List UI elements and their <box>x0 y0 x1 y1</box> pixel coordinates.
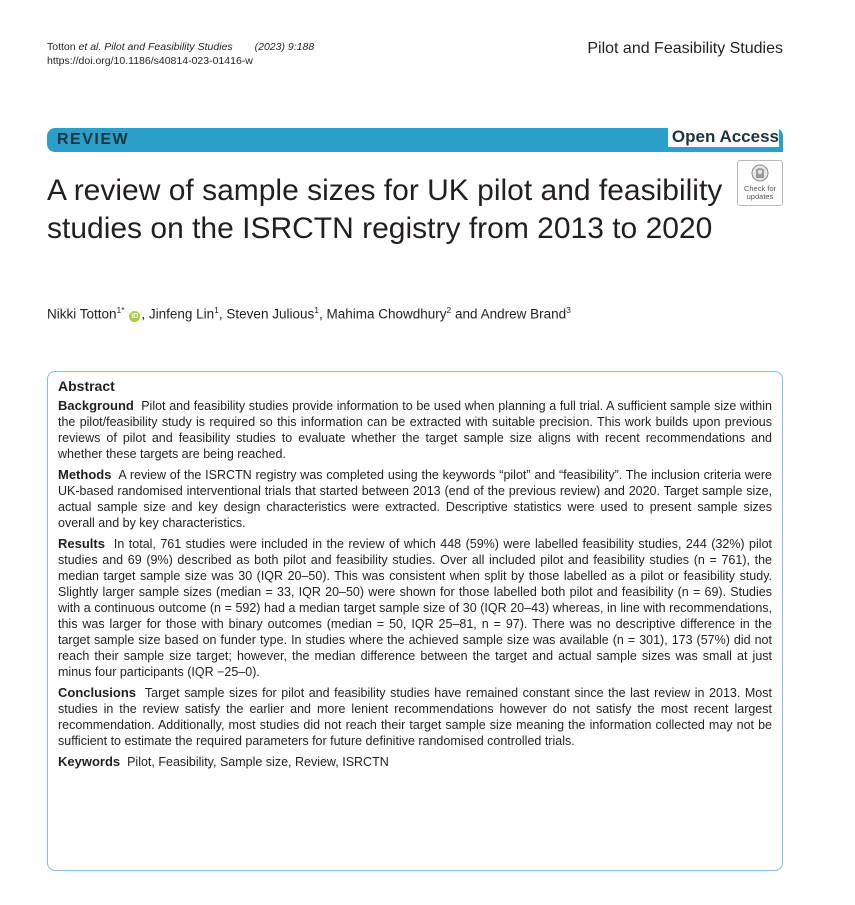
author-affiliation: 1* <box>116 305 125 315</box>
author-list <box>47 305 571 322</box>
abstract-methods <box>58 467 772 531</box>
abstract-heading: Abstract <box>58 378 115 394</box>
citation-line <box>47 40 314 54</box>
running-header <box>47 40 314 68</box>
check-updates-line1: Check for <box>743 184 777 193</box>
doi-link[interactable]: https://doi.org/10.1186/s40814-023-01416-w <box>47 55 253 67</box>
author-affiliation: 3 <box>566 305 571 315</box>
abstract-box <box>47 371 783 871</box>
author-name[interactable]: Nikki Totton <box>47 306 117 322</box>
author-name[interactable]: Steven Julious <box>226 306 315 322</box>
section-text: A review of the ISRCTN registry was completed using the keywords “pilot” and “feasibility”. The inclusion criteria were UK-based randomised interventional trials that started between 2013 (end of the previous review) and 2020. Target sample size, actual sample size and key design characteristics were extracted. Descriptive statistics were used to present sample sizes overall and by key characteristics. <box>58 468 772 530</box>
author-and: and <box>451 306 481 322</box>
keywords-text: Pilot, Feasibility, Sample size, Review, ISRCTN <box>127 755 389 769</box>
citation-year-volume: (2023) 9:188 <box>254 41 315 53</box>
section-heading: Methods <box>58 467 112 482</box>
journal-name: Pilot and Feasibility Studies <box>587 40 783 57</box>
section-text: Pilot and feasibility studies provide information to be used when planning a full trial. A sufficient sample size within the pilot/feasibility study is required so this information can be extracted with suitable precision. This work builds upon previous reviews of pilot and feasibility studies to evaluate whether the target sample size aligns with recent recommendations and whether these targets are being reached. <box>58 399 772 461</box>
section-heading: Background <box>58 398 134 413</box>
article-type-label: REVIEW <box>57 131 130 148</box>
check-updates-line2: updates <box>746 192 774 201</box>
abstract-keywords <box>58 754 772 770</box>
abstract-conclusions <box>58 685 772 749</box>
section-text: In total, 761 studies were included in the review of which 448 (59%) were labelled feasibility studies, 244 (32%) pilot studies and 69 (9%) described as both pilot and feasibility studies. Over all included pilot and feasibility studies (n = 761), the median target sample size was 30 (IQR 20–50). This was consistent when split by those labelled as a pilot or feasibility study. Slightly larger sample sizes (median = 33, IQR 20–50) were shown for those labelled both pilot and feasibility (n = 69). Studies with a continuous outcome (n = 592) had a median target sample size of 30 (IQR 20–43) whereas, in line with recommendations, this was larger for those with binary outcomes (median = 50, IQR 25–81, n = 97). There was no descriptive difference in the target sample size based on funder type. In studies where the achieved sample size was available (n = 301), 173 (57%) did not reach their sample size target; however, the median difference between the target and actual sample sizes was small at just minus four participants (IQR −25–0). <box>58 537 772 679</box>
section-heading: Keywords <box>58 754 121 769</box>
section-heading: Results <box>58 536 105 551</box>
author-separator: , <box>218 306 227 322</box>
open-access-label: Open Access <box>668 126 779 147</box>
author-affiliation: 2 <box>446 305 452 315</box>
section-text: Target sample sizes for pilot and feasibility studies have remained constant since the last review in 2013. Most studies in the review satisfy the earlier and more lenient recommendations however do not satisfy the most recent largest recommendation. Additionally, most studies did not reach their target sample size meaning the information collected may not be sufficient to estimate the required parameters for future definitive randomised controlled trials. <box>58 686 772 748</box>
author-separator: , <box>141 306 149 322</box>
author-separator: , <box>318 306 327 322</box>
abstract-background <box>58 398 772 462</box>
article-title: A review of sample sizes for UK pilot and feasibility studies on the ISRCTN registry from 2013 to 2020 <box>47 174 723 245</box>
article-type-banner <box>47 128 783 152</box>
section-heading: Conclusions <box>58 685 137 700</box>
author-name[interactable]: Jinfeng Lin <box>148 306 215 322</box>
abstract-results <box>58 536 772 680</box>
author-affiliation: 1 <box>214 305 219 315</box>
author-name[interactable]: Mahima Chowdhury <box>326 306 447 322</box>
orcid-icon[interactable]: iD <box>131 312 139 320</box>
citation-journal: et al. Pilot and Feasibility Studies <box>78 41 233 53</box>
check-updates-text <box>738 185 782 201</box>
check-updates-icon <box>751 164 769 184</box>
author-affiliation: 1 <box>314 305 319 315</box>
check-for-updates-button[interactable] <box>737 160 783 206</box>
citation-author: Totton <box>47 41 79 53</box>
author-name[interactable]: Andrew Brand <box>480 306 567 322</box>
